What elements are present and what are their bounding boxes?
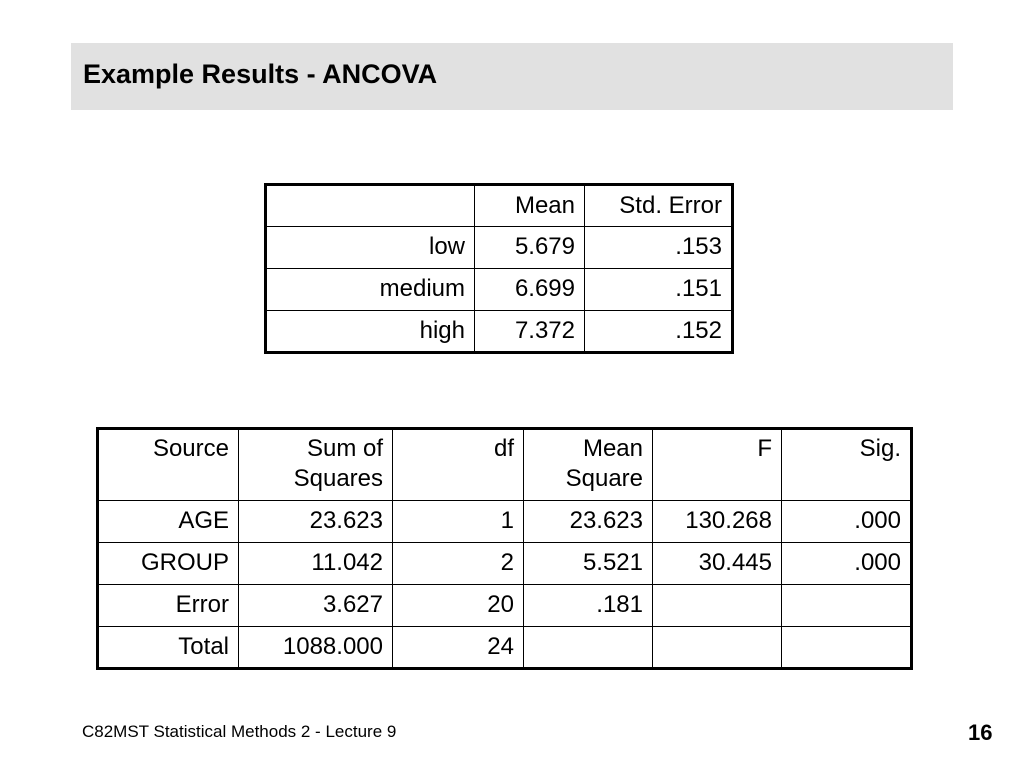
table-cell (782, 627, 912, 669)
header-cell (98, 429, 239, 501)
header-cell (266, 185, 475, 227)
table-cell (782, 585, 912, 627)
table-cell: 2 (393, 543, 524, 585)
table-cell: Total (98, 627, 239, 669)
header-cell (239, 429, 393, 501)
table-cell: .000 (782, 501, 912, 543)
table-cell (524, 627, 653, 669)
table-row (98, 501, 912, 543)
table-cell: 130.268 (653, 501, 782, 543)
header-cell (782, 429, 912, 501)
table-cell: .151 (585, 269, 733, 311)
header-cell: Std. Error (585, 185, 733, 227)
table-cell: 24 (393, 627, 524, 669)
table-row (98, 585, 912, 627)
table-cell: .000 (782, 543, 912, 585)
header-line: Sum of (306, 435, 383, 462)
footer-course-label: C82MST Statistical Methods 2 - Lecture 9 (82, 722, 397, 741)
table-cell: 1 (393, 501, 524, 543)
header-line: Squares (293, 465, 383, 492)
table-cell: 1088.000 (239, 627, 393, 669)
header-line: Sig. (859, 435, 901, 462)
table-cell (653, 627, 782, 669)
table-cell: .181 (524, 585, 653, 627)
header-cell (653, 429, 782, 501)
page-number: 16 (968, 720, 993, 745)
table-cell: .153 (585, 227, 733, 269)
table-cell: 5.521 (524, 543, 653, 585)
table-cell (653, 585, 782, 627)
table-cell: medium (266, 269, 475, 311)
table-cell: high (266, 311, 475, 353)
table-cell: 30.445 (653, 543, 782, 585)
header-cell: Mean (475, 185, 585, 227)
anova-table (96, 427, 913, 670)
table-row (98, 543, 912, 585)
table-header-row (266, 185, 733, 227)
table-cell: GROUP (98, 543, 239, 585)
table-cell: low (266, 227, 475, 269)
table-header-row (98, 429, 912, 501)
means-table (264, 183, 734, 354)
table-cell: Error (98, 585, 239, 627)
table-cell: 3.627 (239, 585, 393, 627)
table-row (98, 627, 912, 669)
table-cell: 23.623 (239, 501, 393, 543)
header-line: F (757, 435, 772, 462)
table-cell: .152 (585, 311, 733, 353)
table-cell: AGE (98, 501, 239, 543)
table-cell: 20 (393, 585, 524, 627)
header-line: Source (152, 435, 229, 462)
slide-title: Example Results - ANCOVA (83, 59, 438, 89)
table-cell: 5.679 (475, 227, 585, 269)
table-row (266, 311, 733, 353)
header-line: Square (565, 465, 643, 492)
header-line: Mean (582, 435, 643, 462)
title-bar (71, 43, 953, 110)
header-cell (524, 429, 653, 501)
table-cell: 6.699 (475, 269, 585, 311)
table-cell: 23.623 (524, 501, 653, 543)
table-row (266, 269, 733, 311)
table-cell: 7.372 (475, 311, 585, 353)
header-line: df (493, 435, 514, 462)
table-cell: 11.042 (239, 543, 393, 585)
header-cell (393, 429, 524, 501)
table-row (266, 227, 733, 269)
